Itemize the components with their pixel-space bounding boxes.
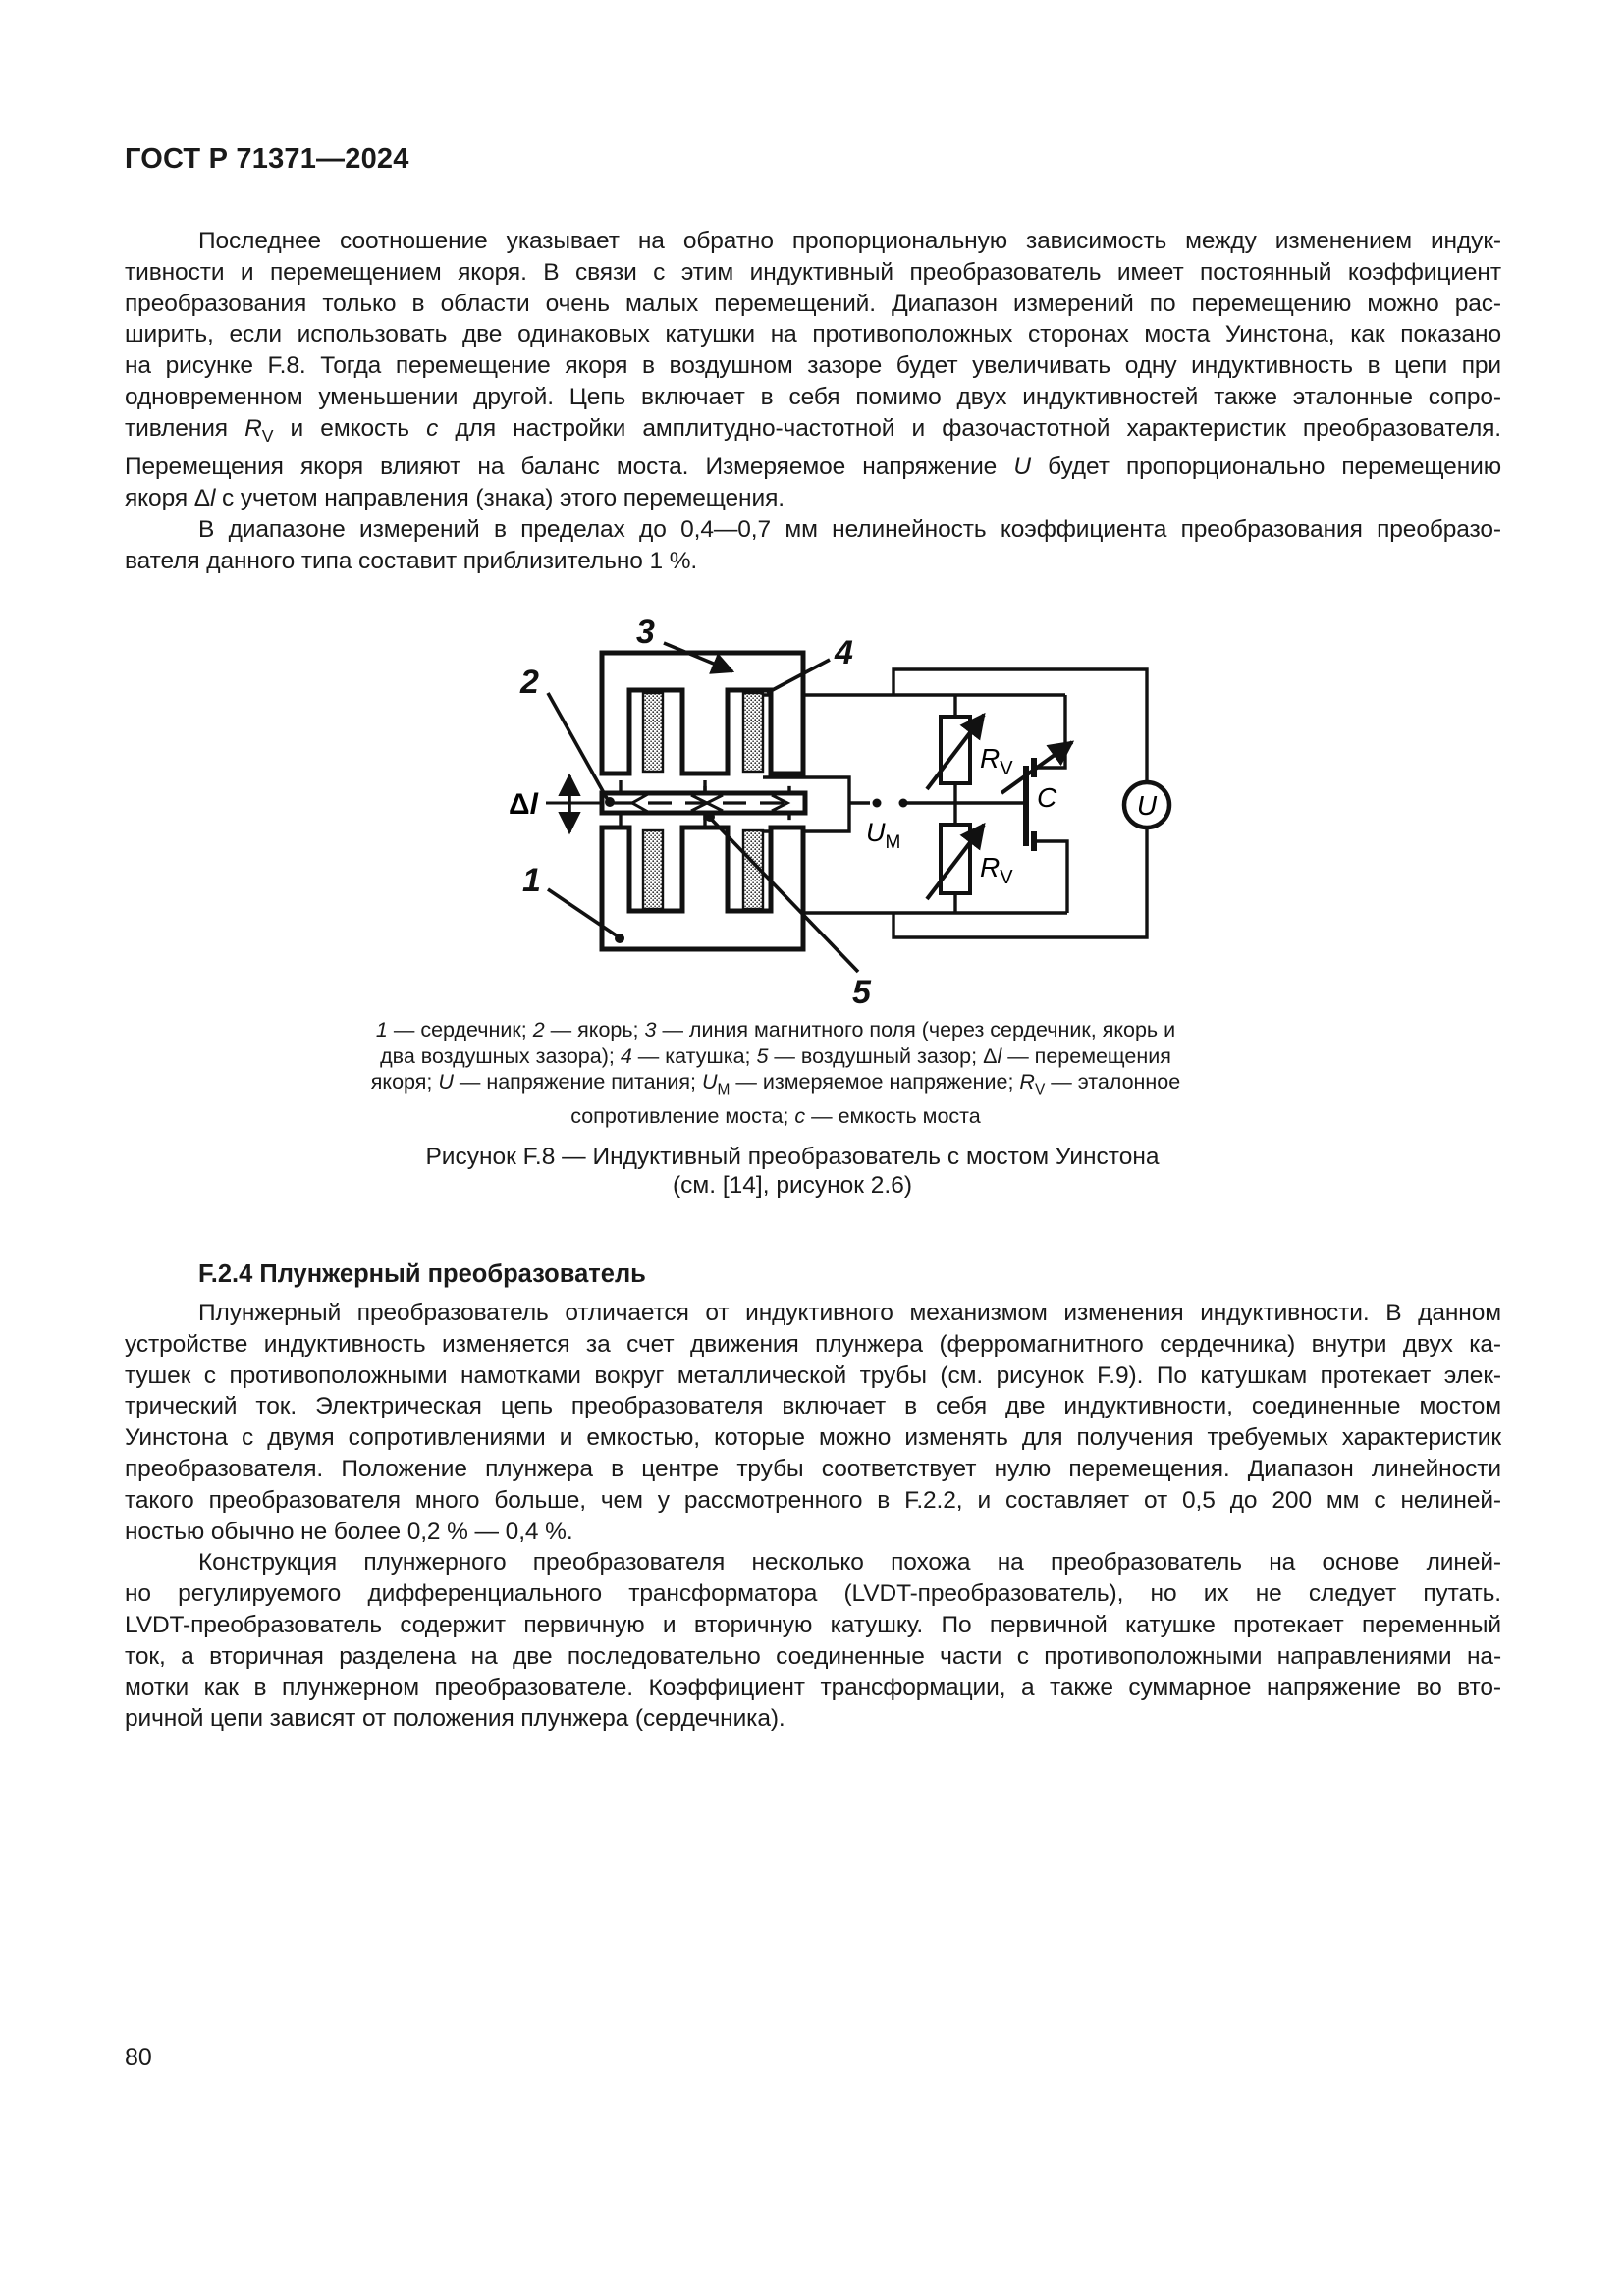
callout-5: 5 (852, 974, 871, 1011)
callout-3: 3 (636, 614, 655, 651)
figure-f8-diagram (353, 587, 1183, 1014)
figure-title: Рисунок F.8 — Индуктивный преобразователь с мостом Уинстона (см. [14], рисунок 2.6) (425, 1144, 1160, 1199)
um-label: $U_М$ (866, 818, 901, 853)
delta-l-label: Δl (509, 788, 538, 821)
resistor-rv-bottom (927, 825, 1013, 899)
page-number: 80 (125, 2044, 152, 2071)
delta-l-arrow (509, 775, 602, 832)
figure-caption: 1 — сердечник; 2 — якорь; 3 — линия магнитного поля (через сердечник, якорь и два воздушных зазора); 4 — катушка; 5 — воздушный зазор; Δl — перемещения якоря; U — напряжение питания; $U_М$ — измеряемое напряжение; $R_V$ — эталонное сопротивление моста; с — емкость моста (370, 1018, 1181, 1128)
callout-2: 2 (520, 664, 539, 701)
paragraph-3: Плунжерный преобразователь отличается от индуктивного механизмом изменения индуктивности. В данном устройстве индуктивность изменяется за счет движения плунжера (ферромагнитного сердечника) внутри двух ка- тушек с противоположными намотками вокруг металлической трубы (см. рисунок F.9). По катушкам протекает элек- трический ток. Электрическая цепь преобразователя включает в себя две индуктивности, соединенные мостом Уинстона с двумя сопротивлениями и емкостью, которые можно изменять для получения требуемых характеристик преобразователя. Положение плунжера в центре трубы соответствует нулю перемещения. Диапазон линейности такого преобразователя много больше, чем у рассмотренного в F.2.2, и составляет от 0,5 до 200 мм с нелиней- ностью обычно не более 0,2 % — 0,4 %. (125, 1300, 1501, 1545)
c-label: C (1037, 782, 1057, 813)
callout-1: 1 (522, 862, 541, 899)
armature (602, 793, 805, 813)
source-u (1124, 782, 1169, 828)
paragraph-block-1 (125, 226, 1501, 577)
coil-top-left (643, 693, 663, 772)
paragraph-2: В диапазоне измерений в пределах до 0,4—0,7 мм нелинейность коэффициента преобразования преобразо- вателя данного типа составит приблизительно 1 %. (125, 516, 1501, 574)
um-terminals (866, 799, 908, 854)
paragraph-1: Последнее соотношение указывает на обратно пропорциональную зависимость между изменением индук- тивности и перемещением якоря. В связи с этим индуктивный преобразователь имеет постоянный коэффициент преобразования только в области очень малых перемещений. Диапазон измерений по перемещению можно рас- ширить, если использовать две одинаковых катушки на противоположных сторонах моста Уинстона, как показано на рисунке F.8. Тогда перемещение якоря в воздушном зазоре будет увеличивать одну индуктивность в цепи при одновременном уменьшении другой. Цепь включает в себя помимо двух индуктивностей также эталонные сопро- тивления $R_V$ и емкость с для настройки амплитудно-частотной и фазочастотной характеристик преобразователя. Перемещения якоря влияют на баланс моста. Измеряемое напряжение U будет пропорционально перемещению якоря Δl с учетом направления (знака) этого перемещения. (125, 228, 1502, 512)
callout-4: 4 (835, 634, 853, 671)
paragraph-4: Конструкция плунжерного преобразователя несколько похожа на преобразователь на основе линей- но регулируемого дифференциального трансформатора (LVDT-преобразователь), но их не следует путать. LVDT-преобразователь содержит первичную и вторичную катушку. По первичной катушке протекает переменный ток, а вторичная разделена на две последовательно соединенные части с противоположными направлениями на- мотки как в плунжерном преобразователе. Коэффициент трансформации, а также суммарное напряжение во вто- ричной цепи зависят от положения плунжера (сердечника). (125, 1549, 1501, 1733)
bridge-wires (763, 669, 1147, 937)
top-core (602, 653, 803, 774)
rv-top-label: $R_V$ (980, 743, 1013, 779)
u-label: U (1136, 790, 1158, 821)
bottom-core (602, 828, 803, 949)
resistor-rv-top (927, 715, 1013, 789)
section-heading: F.2.4 Плунжерный преобразователь (198, 1260, 646, 1288)
coil-top-right (743, 693, 763, 772)
rv-bottom-label: $R_V$ (980, 852, 1013, 888)
coil-bottom-left (643, 830, 663, 909)
paragraph-block-2 (125, 1298, 1501, 1735)
document-header: ГОСТ Р 71371—2024 (125, 143, 409, 175)
